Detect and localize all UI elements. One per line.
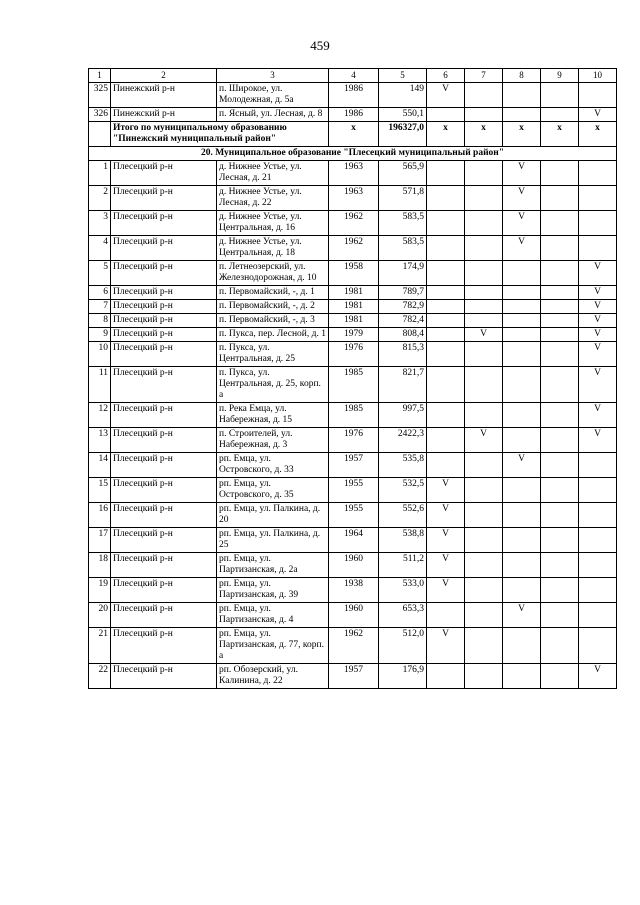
area-cell: 815,3 bbox=[379, 342, 427, 367]
table-row bbox=[89, 211, 617, 236]
mark-cell-c10 bbox=[579, 453, 617, 478]
mark-cell-c9 bbox=[541, 83, 579, 108]
area-cell: 535,8 bbox=[379, 453, 427, 478]
table-row bbox=[89, 342, 617, 367]
year-cell: 1964 bbox=[329, 528, 379, 553]
mark-cell-c7 bbox=[465, 83, 503, 108]
district-cell: Плесецкий р-н bbox=[111, 603, 217, 628]
mark-cell-c9 bbox=[541, 553, 579, 578]
mark-cell-c7 bbox=[465, 664, 503, 689]
mark-cell-c7 bbox=[465, 186, 503, 211]
table-row bbox=[89, 453, 617, 478]
mark-cell-c7 bbox=[465, 161, 503, 186]
row-number: 5 bbox=[89, 261, 111, 286]
area-cell: 997,5 bbox=[379, 403, 427, 428]
year-cell: 1981 bbox=[329, 286, 379, 300]
mark-cell-c7 bbox=[465, 603, 503, 628]
district-cell: Плесецкий р-н bbox=[111, 367, 217, 403]
area-cell: 512,0 bbox=[379, 628, 427, 664]
total-year: x bbox=[329, 122, 379, 147]
mark-cell-c8 bbox=[503, 578, 541, 603]
area-cell: 565,9 bbox=[379, 161, 427, 186]
district-cell: Плесецкий р-н bbox=[111, 528, 217, 553]
mark-cell-c10 bbox=[579, 628, 617, 664]
area-cell: 653,3 bbox=[379, 603, 427, 628]
mark-cell-c7 bbox=[465, 286, 503, 300]
address-cell: п. Летнеозерский, ул. Железнодорожная, д. 10 bbox=[217, 261, 329, 286]
mark-cell-c8 bbox=[503, 314, 541, 328]
row-number: 18 bbox=[89, 553, 111, 578]
mark-cell-c7: V bbox=[465, 428, 503, 453]
mark-cell-c9 bbox=[541, 453, 579, 478]
column-number: 5 bbox=[379, 69, 427, 83]
mark-cell-c10 bbox=[579, 528, 617, 553]
area-cell: 808,4 bbox=[379, 328, 427, 342]
mark-cell-c8: V bbox=[503, 453, 541, 478]
column-number: 8 bbox=[503, 69, 541, 83]
year-cell: 1979 bbox=[329, 328, 379, 342]
mark-cell-c10: V bbox=[579, 664, 617, 689]
mark-cell-c8 bbox=[503, 553, 541, 578]
year-cell: 1962 bbox=[329, 236, 379, 261]
mark-cell-c8: V bbox=[503, 186, 541, 211]
address-cell: рп. Емца, ул. Палкина, д. 20 bbox=[217, 503, 329, 528]
area-cell: 821,7 bbox=[379, 367, 427, 403]
table-row bbox=[89, 286, 617, 300]
area-cell: 550,1 bbox=[379, 108, 427, 122]
table-row bbox=[89, 161, 617, 186]
year-cell: 1963 bbox=[329, 161, 379, 186]
mark-cell-c9 bbox=[541, 261, 579, 286]
mark-cell-c8 bbox=[503, 367, 541, 403]
table-row bbox=[89, 236, 617, 261]
area-cell: 583,5 bbox=[379, 211, 427, 236]
page-number: 459 bbox=[310, 38, 330, 53]
year-cell: 1962 bbox=[329, 211, 379, 236]
mark-cell-c7 bbox=[465, 553, 503, 578]
district-cell: Плесецкий р-н bbox=[111, 186, 217, 211]
table-row bbox=[89, 314, 617, 328]
mark-cell-c6 bbox=[427, 314, 465, 328]
address-cell: д. Нижнее Устье, ул. Лесная, д. 21 bbox=[217, 161, 329, 186]
area-cell: 149 bbox=[379, 83, 427, 108]
mark-cell-c6: V bbox=[427, 528, 465, 553]
table-row bbox=[89, 108, 617, 122]
column-number: 1 bbox=[89, 69, 111, 83]
mark-cell-c10: V bbox=[579, 286, 617, 300]
mark-cell-c6 bbox=[427, 403, 465, 428]
district-cell: Пинежский р-н bbox=[111, 108, 217, 122]
mark-cell-c6 bbox=[427, 664, 465, 689]
mark-cell-c8 bbox=[503, 261, 541, 286]
mark-cell-c6 bbox=[427, 261, 465, 286]
mark-cell-c10 bbox=[579, 553, 617, 578]
mark-cell-c10: V bbox=[579, 314, 617, 328]
address-cell: п. Ясный, ул. Лесная, д. 8 bbox=[217, 108, 329, 122]
mark-cell-c6: V bbox=[427, 553, 465, 578]
table-row bbox=[89, 528, 617, 553]
mark-cell-c6: V bbox=[427, 83, 465, 108]
row-number: 10 bbox=[89, 342, 111, 367]
year-cell: 1963 bbox=[329, 186, 379, 211]
mark-cell-c8 bbox=[503, 503, 541, 528]
mark-cell-c6 bbox=[427, 108, 465, 122]
mark-cell-c10 bbox=[579, 161, 617, 186]
mark-cell-c7: V bbox=[465, 328, 503, 342]
year-cell: 1976 bbox=[329, 428, 379, 453]
mark-cell-c10: V bbox=[579, 367, 617, 403]
mark-cell-c6: V bbox=[427, 503, 465, 528]
table-row bbox=[89, 664, 617, 689]
mark-cell-c8 bbox=[503, 664, 541, 689]
year-cell: 1981 bbox=[329, 300, 379, 314]
district-cell: Пинежский р-н bbox=[111, 83, 217, 108]
district-cell: Плесецкий р-н bbox=[111, 161, 217, 186]
address-cell: п. Пукса, пер. Лесной, д. 1 bbox=[217, 328, 329, 342]
mark-cell-c6 bbox=[427, 211, 465, 236]
mark-cell-c8 bbox=[503, 286, 541, 300]
row-number: 19 bbox=[89, 578, 111, 603]
mark-cell-c9 bbox=[541, 478, 579, 503]
year-cell: 1960 bbox=[329, 603, 379, 628]
address-cell: д. Нижнее Устье, ул. Центральная, д. 16 bbox=[217, 211, 329, 236]
section-title: 20. Муниципальное образование "Плесецкий муниципальный район" bbox=[89, 147, 617, 161]
row-number: 7 bbox=[89, 300, 111, 314]
year-cell: 1985 bbox=[329, 367, 379, 403]
row-number: 6 bbox=[89, 286, 111, 300]
area-cell: 533,0 bbox=[379, 578, 427, 603]
district-cell: Плесецкий р-н bbox=[111, 553, 217, 578]
table-row bbox=[89, 553, 617, 578]
area-cell: 552,6 bbox=[379, 503, 427, 528]
mark-cell-c6: V bbox=[427, 478, 465, 503]
mark-cell-c10 bbox=[579, 478, 617, 503]
mark-cell-c10 bbox=[579, 503, 617, 528]
column-number: 7 bbox=[465, 69, 503, 83]
year-cell: 1986 bbox=[329, 108, 379, 122]
mark-cell-c8 bbox=[503, 300, 541, 314]
mark-cell-c9 bbox=[541, 664, 579, 689]
mark-cell-c9 bbox=[541, 328, 579, 342]
address-cell: рп. Емца, ул. Островского, д. 35 bbox=[217, 478, 329, 503]
mark-cell-c6 bbox=[427, 186, 465, 211]
column-number: 4 bbox=[329, 69, 379, 83]
mark-cell-c9 bbox=[541, 186, 579, 211]
area-cell: 571,8 bbox=[379, 186, 427, 211]
mark-cell-c7 bbox=[465, 108, 503, 122]
mark-cell-c10 bbox=[579, 236, 617, 261]
row-number: 9 bbox=[89, 328, 111, 342]
row-number: 4 bbox=[89, 236, 111, 261]
mark-cell-c10: V bbox=[579, 342, 617, 367]
address-cell: д. Нижнее Устье, ул. Центральная, д. 18 bbox=[217, 236, 329, 261]
row-number: 22 bbox=[89, 664, 111, 689]
district-cell: Плесецкий р-н bbox=[111, 503, 217, 528]
row-number: 12 bbox=[89, 403, 111, 428]
mark-cell-c10 bbox=[579, 211, 617, 236]
column-number-row bbox=[89, 69, 617, 83]
address-cell: п. Строителей, ул. Набережная, д. 3 bbox=[217, 428, 329, 453]
district-cell: Плесецкий р-н bbox=[111, 453, 217, 478]
row-number: 1 bbox=[89, 161, 111, 186]
mark-cell-c10: V bbox=[579, 428, 617, 453]
mark-cell-c8 bbox=[503, 528, 541, 553]
mark-cell-c7 bbox=[465, 503, 503, 528]
mark-cell-c8 bbox=[503, 83, 541, 108]
mark-cell-c10 bbox=[579, 186, 617, 211]
row-number: 14 bbox=[89, 453, 111, 478]
district-cell: Плесецкий р-н bbox=[111, 578, 217, 603]
mark-cell-c7 bbox=[465, 578, 503, 603]
mark-cell-c6 bbox=[427, 161, 465, 186]
mark-cell-c8: V bbox=[503, 211, 541, 236]
row-number: 13 bbox=[89, 428, 111, 453]
table-row bbox=[89, 478, 617, 503]
address-cell: д. Нижнее Устье, ул. Лесная, д. 22 bbox=[217, 186, 329, 211]
address-cell: п. Река Емца, ул. Набережная, д. 15 bbox=[217, 403, 329, 428]
column-number: 10 bbox=[579, 69, 617, 83]
mark-cell-c8 bbox=[503, 328, 541, 342]
address-cell: п. Широкое, ул. Молодежная, д. 5а bbox=[217, 83, 329, 108]
mark-cell-c9 bbox=[541, 367, 579, 403]
mark-cell-c8 bbox=[503, 108, 541, 122]
year-cell: 1960 bbox=[329, 553, 379, 578]
mark-cell-c9 bbox=[541, 428, 579, 453]
mark-cell-c9 bbox=[541, 211, 579, 236]
year-cell: 1962 bbox=[329, 628, 379, 664]
total-mark-c10: x bbox=[579, 122, 617, 147]
district-cell: Плесецкий р-н bbox=[111, 628, 217, 664]
area-cell: 532,5 bbox=[379, 478, 427, 503]
mark-cell-c7 bbox=[465, 314, 503, 328]
address-cell: рп. Емца, ул. Островского, д. 33 bbox=[217, 453, 329, 478]
mark-cell-c8 bbox=[503, 403, 541, 428]
district-cell: Плесецкий р-н bbox=[111, 342, 217, 367]
year-cell: 1958 bbox=[329, 261, 379, 286]
mark-cell-c6 bbox=[427, 236, 465, 261]
mark-cell-c8 bbox=[503, 342, 541, 367]
row-number: 8 bbox=[89, 314, 111, 328]
area-cell: 511,2 bbox=[379, 553, 427, 578]
table-row bbox=[89, 83, 617, 108]
address-cell: п. Первомайский, -, д. 2 bbox=[217, 300, 329, 314]
mark-cell-c7 bbox=[465, 478, 503, 503]
mark-cell-c9 bbox=[541, 628, 579, 664]
address-cell: рп. Емца, ул. Партизанская, д. 77, корп. а bbox=[217, 628, 329, 664]
table-row bbox=[89, 503, 617, 528]
year-cell: 1976 bbox=[329, 342, 379, 367]
row-number: 11 bbox=[89, 367, 111, 403]
mark-cell-c8 bbox=[503, 478, 541, 503]
total-empty-cell bbox=[89, 122, 111, 147]
area-cell: 176,9 bbox=[379, 664, 427, 689]
mark-cell-c7 bbox=[465, 300, 503, 314]
mark-cell-c6 bbox=[427, 603, 465, 628]
year-cell: 1955 bbox=[329, 478, 379, 503]
mark-cell-c7 bbox=[465, 367, 503, 403]
table-row bbox=[89, 628, 617, 664]
column-number: 9 bbox=[541, 69, 579, 83]
row-number: 2 bbox=[89, 186, 111, 211]
mark-cell-c7 bbox=[465, 236, 503, 261]
mark-cell-c10: V bbox=[579, 261, 617, 286]
total-mark-c7: x bbox=[465, 122, 503, 147]
district-cell: Плесецкий р-н bbox=[111, 478, 217, 503]
mark-cell-c8 bbox=[503, 628, 541, 664]
mark-cell-c6: V bbox=[427, 628, 465, 664]
mark-cell-c9 bbox=[541, 314, 579, 328]
row-number: 21 bbox=[89, 628, 111, 664]
mark-cell-c9 bbox=[541, 108, 579, 122]
total-mark-c9: x bbox=[541, 122, 579, 147]
address-cell: рп. Емца, ул. Партизанская, д. 39 bbox=[217, 578, 329, 603]
total-mark-c8: x bbox=[503, 122, 541, 147]
address-cell: п. Пукса, ул. Центральная, д. 25, корп. а bbox=[217, 367, 329, 403]
address-cell: п. Первомайский, -, д. 3 bbox=[217, 314, 329, 328]
table-row bbox=[89, 300, 617, 314]
table-row bbox=[89, 578, 617, 603]
address-cell: п. Первомайский, -, д. 1 bbox=[217, 286, 329, 300]
column-number: 6 bbox=[427, 69, 465, 83]
mark-cell-c10 bbox=[579, 83, 617, 108]
mark-cell-c7 bbox=[465, 342, 503, 367]
mark-cell-c10: V bbox=[579, 403, 617, 428]
address-cell: рп. Емца, ул. Партизанская, д. 2а bbox=[217, 553, 329, 578]
mark-cell-c10 bbox=[579, 603, 617, 628]
year-cell: 1955 bbox=[329, 503, 379, 528]
mark-cell-c8: V bbox=[503, 161, 541, 186]
year-cell: 1986 bbox=[329, 83, 379, 108]
mark-cell-c10: V bbox=[579, 300, 617, 314]
district-cell: Плесецкий р-н bbox=[111, 300, 217, 314]
total-area: 196327,0 bbox=[379, 122, 427, 147]
mark-cell-c6 bbox=[427, 367, 465, 403]
row-number: 17 bbox=[89, 528, 111, 553]
area-cell: 538,8 bbox=[379, 528, 427, 553]
district-cell: Плесецкий р-н bbox=[111, 328, 217, 342]
row-number: 16 bbox=[89, 503, 111, 528]
district-cell: Плесецкий р-н bbox=[111, 211, 217, 236]
area-cell: 174,9 bbox=[379, 261, 427, 286]
mark-cell-c8: V bbox=[503, 603, 541, 628]
housing-table bbox=[88, 68, 617, 689]
section-row bbox=[89, 147, 617, 161]
year-cell: 1957 bbox=[329, 664, 379, 689]
table-row bbox=[89, 367, 617, 403]
mark-cell-c6 bbox=[427, 428, 465, 453]
row-number: 15 bbox=[89, 478, 111, 503]
address-cell: рп. Емца, ул. Партизанская, д. 4 bbox=[217, 603, 329, 628]
mark-cell-c9 bbox=[541, 161, 579, 186]
district-cell: Плесецкий р-н bbox=[111, 403, 217, 428]
mark-cell-c7 bbox=[465, 403, 503, 428]
mark-cell-c6 bbox=[427, 342, 465, 367]
address-cell: рп. Емца, ул. Палкина, д. 25 bbox=[217, 528, 329, 553]
mark-cell-c6 bbox=[427, 328, 465, 342]
area-cell: 789,7 bbox=[379, 286, 427, 300]
column-number: 3 bbox=[217, 69, 329, 83]
row-number: 20 bbox=[89, 603, 111, 628]
mark-cell-c7 bbox=[465, 453, 503, 478]
mark-cell-c7 bbox=[465, 211, 503, 236]
area-cell: 782,4 bbox=[379, 314, 427, 328]
mark-cell-c9 bbox=[541, 300, 579, 314]
total-row bbox=[89, 122, 617, 147]
district-cell: Плесецкий р-н bbox=[111, 286, 217, 300]
mark-cell-c9 bbox=[541, 528, 579, 553]
column-number: 2 bbox=[111, 69, 217, 83]
mark-cell-c9 bbox=[541, 403, 579, 428]
mark-cell-c7 bbox=[465, 528, 503, 553]
address-cell: п. Пукса, ул. Центральная, д. 25 bbox=[217, 342, 329, 367]
mark-cell-c6 bbox=[427, 453, 465, 478]
table-row bbox=[89, 186, 617, 211]
row-number: 3 bbox=[89, 211, 111, 236]
row-number: 326 bbox=[89, 108, 111, 122]
mark-cell-c10: V bbox=[579, 328, 617, 342]
mark-cell-c9 bbox=[541, 578, 579, 603]
mark-cell-c7 bbox=[465, 628, 503, 664]
year-cell: 1985 bbox=[329, 403, 379, 428]
mark-cell-c6: V bbox=[427, 578, 465, 603]
mark-cell-c8: V bbox=[503, 236, 541, 261]
mark-cell-c10: V bbox=[579, 108, 617, 122]
area-cell: 583,5 bbox=[379, 236, 427, 261]
row-number: 325 bbox=[89, 83, 111, 108]
table-row bbox=[89, 603, 617, 628]
mark-cell-c10 bbox=[579, 578, 617, 603]
mark-cell-c9 bbox=[541, 603, 579, 628]
year-cell: 1957 bbox=[329, 453, 379, 478]
area-cell: 782,9 bbox=[379, 300, 427, 314]
district-cell: Плесецкий р-н bbox=[111, 236, 217, 261]
mark-cell-c7 bbox=[465, 261, 503, 286]
address-cell: рп. Обозерский, ул. Калинина, д. 22 bbox=[217, 664, 329, 689]
mark-cell-c6 bbox=[427, 300, 465, 314]
mark-cell-c8 bbox=[503, 428, 541, 453]
table-row bbox=[89, 403, 617, 428]
year-cell: 1938 bbox=[329, 578, 379, 603]
district-cell: Плесецкий р-н bbox=[111, 428, 217, 453]
mark-cell-c6 bbox=[427, 286, 465, 300]
mark-cell-c9 bbox=[541, 503, 579, 528]
table-row bbox=[89, 328, 617, 342]
table-row bbox=[89, 261, 617, 286]
district-cell: Плесецкий р-н bbox=[111, 261, 217, 286]
area-cell: 2422,3 bbox=[379, 428, 427, 453]
district-cell: Плесецкий р-н bbox=[111, 314, 217, 328]
total-label: Итого по муниципальному образованию "Пинежский муниципальный район" bbox=[111, 122, 329, 147]
mark-cell-c9 bbox=[541, 236, 579, 261]
district-cell: Плесецкий р-н bbox=[111, 664, 217, 689]
total-mark-c6: x bbox=[427, 122, 465, 147]
year-cell: 1981 bbox=[329, 314, 379, 328]
table-row bbox=[89, 428, 617, 453]
mark-cell-c9 bbox=[541, 286, 579, 300]
mark-cell-c9 bbox=[541, 342, 579, 367]
